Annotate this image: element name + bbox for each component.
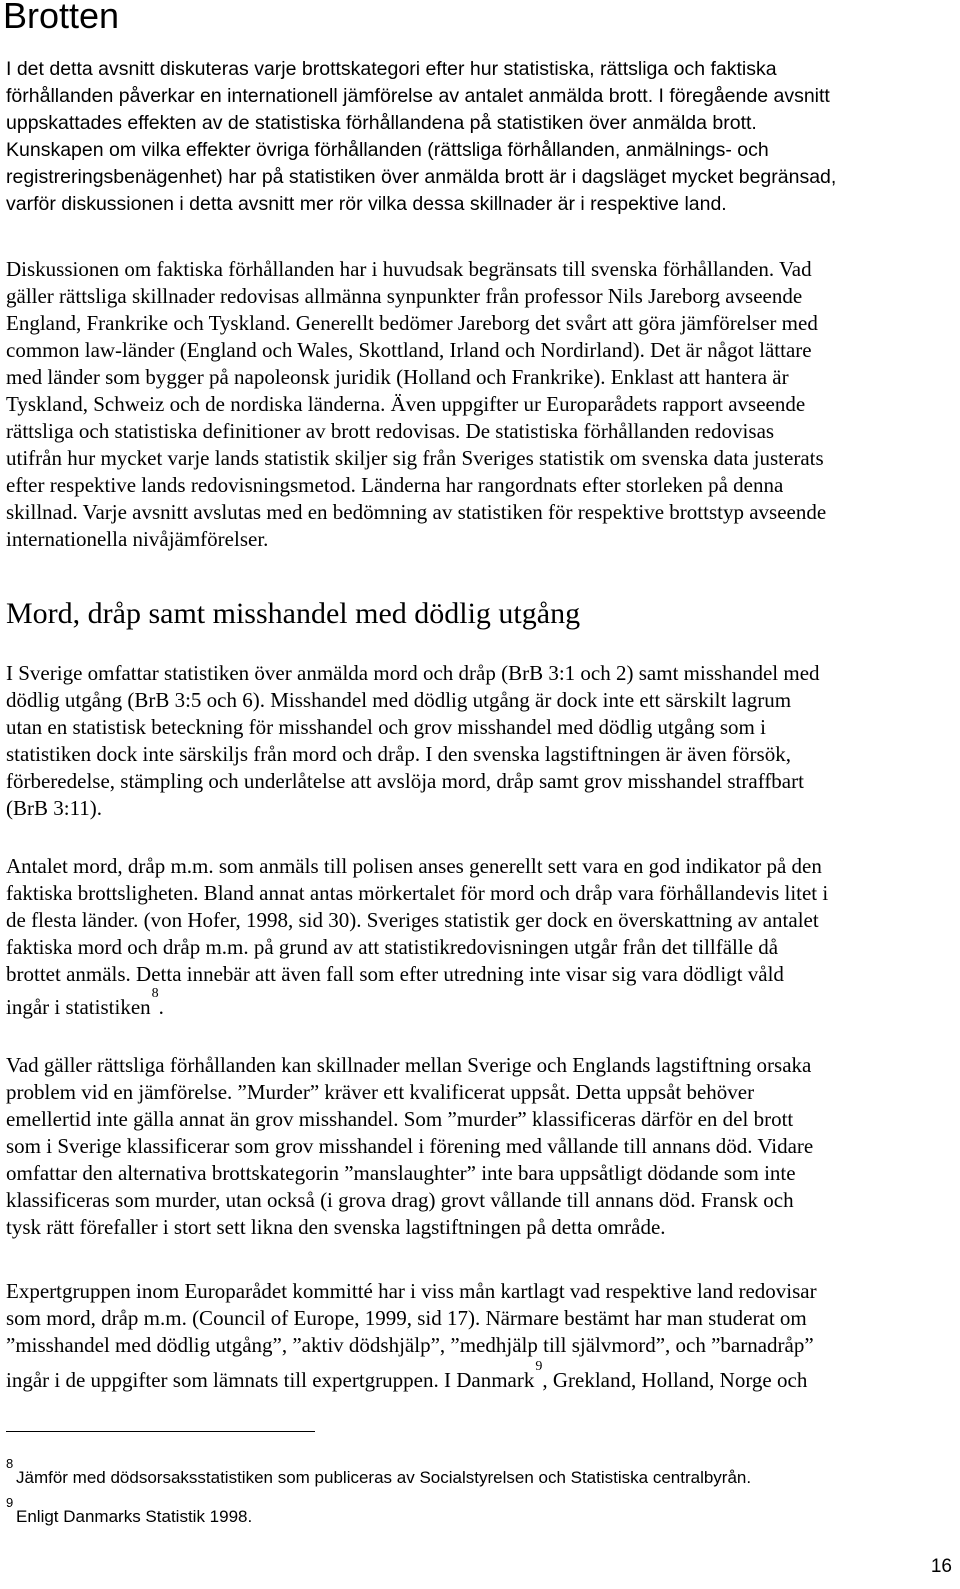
footnote-number: 8 (6, 1456, 14, 1471)
paragraph-line: Tyskland, Schweiz och de nordiska länderna. Även uppgifter ur Europarådets rapport avseende (6, 392, 806, 416)
paragraph-line: omfattar den alternativa brottskategorin ”manslaughter” inte bara uppsåtligt dödande som inte (6, 1161, 796, 1185)
paragraph-line: Antalet mord, dråp m.m. som anmäls till polisen anses generellt sett vara en god indikator på den (6, 854, 822, 878)
paragraph-text: . (158, 995, 164, 1019)
paragraph-line: klassificeras som murder, utan också (i grova drag) grovt vållande till annans död. Fransk och (6, 1188, 794, 1212)
section-heading: Brotten (3, 0, 120, 36)
paragraph-text: ingår i de uppgifter som lämnats till expertgruppen. I Danmark (6, 1368, 535, 1392)
paragraph-line: I Sverige omfattar statistiken över anmälda mord och dråp (BrB 3:1 och 2) samt misshandel med (6, 661, 820, 685)
paragraph-line: brottet anmäls. Detta innebär att även fall som efter utredning inte visar sig vara dödligt våld (6, 962, 784, 986)
paragraph-text: ingår i statistiken (6, 995, 151, 1019)
intro-line: registreringsbenägenhet) har på statistiken över anmälda brott är i dagsläget mycket begränsad, (6, 166, 837, 188)
paragraph-line: internationella nivåjämförelser. (6, 527, 269, 551)
paragraph-line: emellertid inte gälla annat än grov misshandel. Som ”murder” klassificeras därför en del brott (6, 1107, 794, 1131)
paragraph-line: England, Frankrike och Tyskland. Generellt bedömer Jareborg det svårt att göra jämförelser med (6, 311, 818, 335)
footnote-reference[interactable]: 9 (535, 1359, 543, 1374)
paragraph-line: som mord, dråp m.m. (Council of Europe, 1999, sid 17). Närmare bestämt har man studerat om (6, 1306, 807, 1330)
paragraph-line: statistiken dock inte särskiljs från mord och dråp. I den svenska lagstiftningen är även försök, (6, 742, 791, 766)
legal-comparison-paragraph (6, 1052, 954, 1241)
paragraph-line: de flesta länder. (von Hofer, 1998, sid 30). Sveriges statistik ger dock en överskattning av antalet (6, 908, 819, 932)
paragraph-line: efter respektive lands redovisningsmetod. Länderna har rangordnats efter storleken på denna (6, 473, 784, 497)
paragraph-line (6, 986, 954, 1021)
paragraph-line: utan en statistisk beteckning för misshandel och grov misshandel med dödlig utgång som i (6, 715, 766, 739)
paragraph-line: med länder som bygger på napoleonsk juridik (Holland och Frankrike). Enklast att hantera är (6, 365, 789, 389)
paragraph-line: förberedelse, stämpling och underlåtelse att avslöja mord, dråp samt grov misshandel straffbart (6, 769, 804, 793)
intro-paragraph (6, 56, 954, 218)
subsection-heading: Mord, dråp samt misshandel med dödlig utgång (6, 597, 581, 630)
footnote-text: Jämför med dödsorsaksstatistiken som publiceras av Socialstyrelsen och Statistiska centralbyrån. (16, 1468, 752, 1487)
paragraph-line: som i Sverige klassificerar som grov misshandel i förening med vållande till annans död. Vidare (6, 1134, 814, 1158)
method-paragraph (6, 256, 954, 553)
intro-line: uppskattades effekten av de statistiska förhållandena på statistiken över anmälda brott. (6, 112, 757, 134)
intro-line: Kunskapen om vilka effekter övriga förhållanden (rättsliga förhållanden, anmälnings- och (6, 139, 769, 161)
paragraph-line: gäller rättsliga skillnader redovisas allmänna synpunkter från professor Nils Jareborg avseende (6, 284, 803, 308)
expert-group-paragraph (6, 1278, 954, 1394)
paragraph-line (6, 1359, 954, 1394)
footnote-reference[interactable]: 8 (151, 986, 159, 1001)
paragraph-line: skillnad. Varje avsnitt avslutas med en bedömning av statistiken för respektive brottstyp avseende (6, 500, 827, 524)
paragraph-line: faktiska mord och dråp m.m. på grund av att statistikredovisningen utgår från det tillfälle då (6, 935, 779, 959)
paragraph-line: Vad gäller rättsliga förhållanden kan skillnader mellan Sverige och Englands lagstiftning orsaka (6, 1053, 812, 1077)
page-number: 16 (930, 1556, 952, 1577)
paragraph-line: faktiska brottsligheten. Bland annat antas mörkertalet för mord och dråp vara förhållandevis litet i (6, 881, 829, 905)
paragraph-line: tysk rätt förefaller i stort sett likna den svenska lagstiftningen på detta område. (6, 1215, 666, 1239)
sweden-law-paragraph (6, 660, 954, 822)
intro-line: I det detta avsnitt diskuteras varje brottskategori efter hur statistiska, rättsliga och faktiska (6, 58, 777, 80)
paragraph-line: common law-länder (England och Wales, Skottland, Irland och Nordirland). Det är något lättare (6, 338, 812, 362)
intro-line: förhållanden påverkar en internationell jämförelse av antalet anmälda brott. I föregående avsnitt (6, 85, 830, 107)
paragraph-line: dödlig utgång (BrB 3:5 och 6). Misshandel med dödlig utgång är dock inte ett särskilt lagrum (6, 688, 792, 712)
intro-line: varför diskussionen i detta avsnitt mer rör vilka dessa skillnader är i respektive land. (6, 193, 727, 215)
paragraph-line: Diskussionen om faktiska förhållanden har i huvudsak begränsats till svenska förhållanden. Vad (6, 257, 812, 281)
paragraph-line: problem vid en jämförelse. ”Murder” kräver ett kvalificerat uppsåt. Detta uppsåt behöver (6, 1080, 755, 1104)
paragraph-line: (BrB 3:11). (6, 796, 103, 820)
footnote-text: Enligt Danmarks Statistik 1998. (16, 1507, 253, 1526)
footnote-divider (6, 1431, 315, 1432)
paragraph-line: utifrån hur mycket varje lands statistik skiljer sig från Sveriges statistik om svenska data justerats (6, 446, 824, 470)
paragraph-text: , Grekland, Holland, Norge och (542, 1368, 808, 1392)
paragraph-line: Expertgruppen inom Europarådet kommitté har i viss mån kartlagt vad respektive land redovisar (6, 1279, 817, 1303)
indicator-paragraph (6, 853, 954, 1021)
paragraph-line: ”misshandel med dödlig utgång”, ”aktiv dödshjälp”, ”medhjälp till självmord”, och ”barnadråp” (6, 1333, 814, 1357)
footnote-number: 9 (6, 1495, 14, 1510)
paragraph-line: rättsliga och statistiska definitioner av brott redovisas. De statistiska förhållanden redovisas (6, 419, 775, 443)
